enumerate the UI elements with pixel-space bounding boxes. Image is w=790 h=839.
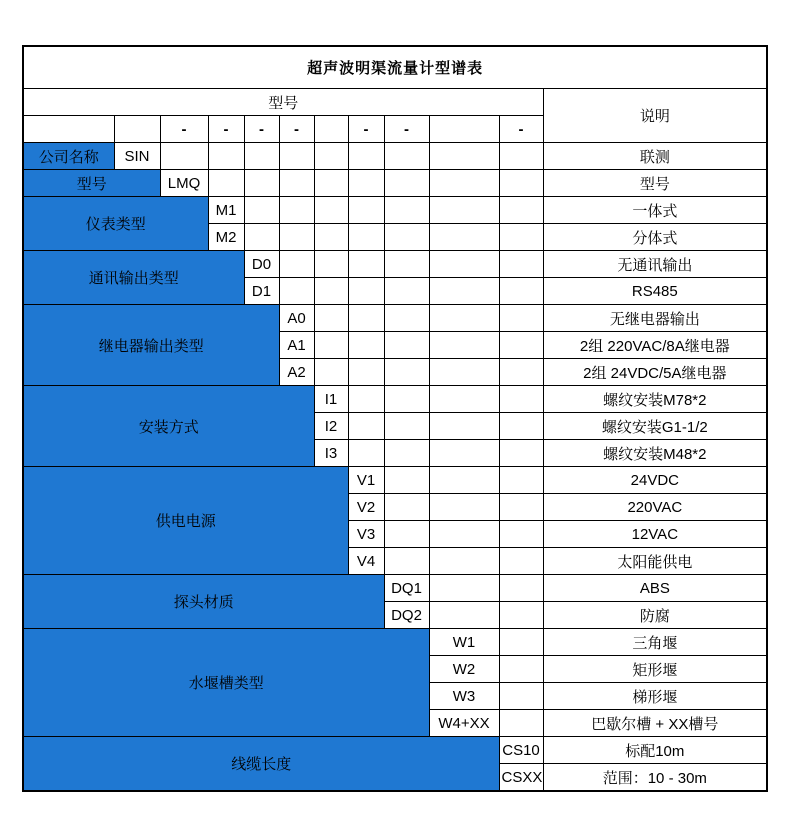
empty-cell xyxy=(348,278,384,305)
description-cell: ABS xyxy=(543,575,767,602)
code-cell: LMQ xyxy=(160,170,208,197)
code-cell: W4+XX xyxy=(429,710,499,737)
code-cell: V4 xyxy=(348,548,384,575)
code-cell: V1 xyxy=(348,467,384,494)
empty-cell xyxy=(429,521,499,548)
empty-cell xyxy=(348,143,384,170)
dash-cell: - xyxy=(208,116,244,143)
empty-cell xyxy=(384,548,429,575)
table-row xyxy=(23,737,767,764)
description-cell: 220VAC xyxy=(543,494,767,521)
table-row xyxy=(23,197,767,224)
empty-cell xyxy=(384,278,429,305)
empty-cell xyxy=(384,440,429,467)
code-cell: V3 xyxy=(348,521,384,548)
description-cell: 12VAC xyxy=(543,521,767,548)
page-title: 超声波明渠流量计型谱表 xyxy=(23,46,767,89)
empty-cell xyxy=(384,494,429,521)
empty-cell xyxy=(499,494,543,521)
table-row xyxy=(23,467,767,494)
description-cell: 标配10m xyxy=(543,737,767,764)
code-cell: I3 xyxy=(314,440,348,467)
section-label-cell: 供电电源 xyxy=(23,467,348,575)
empty-cell xyxy=(348,413,384,440)
empty-cell xyxy=(348,251,384,278)
table-row xyxy=(23,143,767,170)
code-cell: CS10 xyxy=(499,737,543,764)
dash-cell xyxy=(114,116,160,143)
empty-cell xyxy=(348,197,384,224)
empty-cell xyxy=(314,332,348,359)
empty-cell xyxy=(314,251,348,278)
table-row xyxy=(23,89,767,116)
description-cell: RS485 xyxy=(543,278,767,305)
empty-cell xyxy=(384,143,429,170)
empty-cell xyxy=(314,278,348,305)
empty-cell xyxy=(499,521,543,548)
empty-cell xyxy=(499,386,543,413)
code-cell: A2 xyxy=(279,359,314,386)
dash-cell: - xyxy=(348,116,384,143)
empty-cell xyxy=(429,170,499,197)
dash-cell: - xyxy=(279,116,314,143)
section-label-cell: 继电器输出类型 xyxy=(23,305,279,386)
empty-cell xyxy=(348,224,384,251)
empty-cell xyxy=(429,197,499,224)
description-cell: 无通讯输出 xyxy=(543,251,767,278)
empty-cell xyxy=(429,332,499,359)
description-cell: 防腐 xyxy=(543,602,767,629)
dash-cell xyxy=(314,116,348,143)
empty-cell xyxy=(499,683,543,710)
code-cell: I2 xyxy=(314,413,348,440)
empty-cell xyxy=(314,359,348,386)
empty-cell xyxy=(384,467,429,494)
empty-cell xyxy=(314,224,348,251)
dash-cell xyxy=(429,116,499,143)
empty-cell xyxy=(429,305,499,332)
empty-cell xyxy=(499,413,543,440)
empty-cell xyxy=(499,467,543,494)
empty-cell xyxy=(429,548,499,575)
code-cell: D0 xyxy=(244,251,279,278)
empty-cell xyxy=(499,278,543,305)
empty-cell xyxy=(384,332,429,359)
empty-cell xyxy=(429,359,499,386)
empty-cell xyxy=(429,413,499,440)
empty-cell xyxy=(348,440,384,467)
code-cell: DQ2 xyxy=(384,602,429,629)
empty-cell xyxy=(499,629,543,656)
dash-cell xyxy=(23,116,114,143)
description-cell: 无继电器输出 xyxy=(543,305,767,332)
empty-cell xyxy=(499,656,543,683)
table-row xyxy=(23,46,767,89)
description-cell: 24VDC xyxy=(543,467,767,494)
description-cell: 范围：10 - 30m xyxy=(543,764,767,792)
code-cell: I1 xyxy=(314,386,348,413)
empty-cell xyxy=(244,197,279,224)
empty-cell xyxy=(348,359,384,386)
empty-cell xyxy=(244,224,279,251)
empty-cell xyxy=(348,386,384,413)
empty-cell xyxy=(384,251,429,278)
description-cell: 螺纹安装M78*2 xyxy=(543,386,767,413)
empty-cell xyxy=(348,170,384,197)
empty-cell xyxy=(429,278,499,305)
description-header-cell: 说明 xyxy=(543,89,767,143)
empty-cell xyxy=(384,170,429,197)
empty-cell xyxy=(384,521,429,548)
empty-cell xyxy=(499,224,543,251)
section-label-cell: 线缆长度 xyxy=(23,737,499,792)
empty-cell xyxy=(429,251,499,278)
empty-cell xyxy=(499,332,543,359)
empty-cell xyxy=(499,305,543,332)
description-cell: 巴歇尔槽 + XX槽号 xyxy=(543,710,767,737)
code-cell: D1 xyxy=(244,278,279,305)
section-label-cell: 型号 xyxy=(23,170,160,197)
table-row xyxy=(23,575,767,602)
code-cell: CSXX xyxy=(499,764,543,792)
dash-cell: - xyxy=(384,116,429,143)
description-cell: 螺纹安装G1-1/2 xyxy=(543,413,767,440)
empty-cell xyxy=(429,224,499,251)
empty-cell xyxy=(384,386,429,413)
empty-cell xyxy=(279,278,314,305)
dash-cell: - xyxy=(244,116,279,143)
empty-cell xyxy=(384,197,429,224)
section-label-cell: 安装方式 xyxy=(23,386,314,467)
description-cell: 梯形堰 xyxy=(543,683,767,710)
code-cell: W3 xyxy=(429,683,499,710)
model-header-cell: 型号 xyxy=(23,89,543,116)
empty-cell xyxy=(429,575,499,602)
empty-cell xyxy=(279,224,314,251)
description-cell: 2组 24VDC/5A继电器 xyxy=(543,359,767,386)
empty-cell xyxy=(384,305,429,332)
empty-cell xyxy=(429,440,499,467)
section-label-cell: 仪表类型 xyxy=(23,197,208,251)
empty-cell xyxy=(244,143,279,170)
empty-cell xyxy=(429,386,499,413)
code-cell: M2 xyxy=(208,224,244,251)
section-label-cell: 水堰槽类型 xyxy=(23,629,429,737)
empty-cell xyxy=(499,359,543,386)
code-cell: M1 xyxy=(208,197,244,224)
empty-cell xyxy=(314,305,348,332)
empty-cell xyxy=(429,467,499,494)
table-row xyxy=(23,170,767,197)
empty-cell xyxy=(208,143,244,170)
empty-cell xyxy=(384,413,429,440)
dash-cell: - xyxy=(499,116,543,143)
empty-cell xyxy=(499,548,543,575)
empty-cell xyxy=(499,440,543,467)
empty-cell xyxy=(429,494,499,521)
description-cell: 矩形堰 xyxy=(543,656,767,683)
empty-cell xyxy=(279,197,314,224)
empty-cell xyxy=(429,143,499,170)
table-row xyxy=(23,386,767,413)
empty-cell xyxy=(279,251,314,278)
code-cell: SIN xyxy=(114,143,160,170)
description-cell: 2组 220VAC/8A继电器 xyxy=(543,332,767,359)
section-label-cell: 公司名称 xyxy=(23,143,114,170)
description-cell: 一体式 xyxy=(543,197,767,224)
table-row xyxy=(23,251,767,278)
code-cell: DQ1 xyxy=(384,575,429,602)
table-row xyxy=(23,629,767,656)
empty-cell xyxy=(244,170,279,197)
code-cell: A0 xyxy=(279,305,314,332)
empty-cell xyxy=(279,170,314,197)
empty-cell xyxy=(348,332,384,359)
code-cell: W1 xyxy=(429,629,499,656)
empty-cell xyxy=(384,359,429,386)
empty-cell xyxy=(384,224,429,251)
empty-cell xyxy=(499,710,543,737)
empty-cell xyxy=(499,602,543,629)
table-row xyxy=(23,305,767,332)
model-spec-table xyxy=(22,45,768,792)
empty-cell xyxy=(499,197,543,224)
empty-cell xyxy=(499,251,543,278)
empty-cell xyxy=(429,602,499,629)
code-cell: A1 xyxy=(279,332,314,359)
empty-cell xyxy=(499,143,543,170)
code-cell: V2 xyxy=(348,494,384,521)
empty-cell xyxy=(314,143,348,170)
empty-cell xyxy=(160,143,208,170)
empty-cell xyxy=(314,197,348,224)
description-cell: 型号 xyxy=(543,170,767,197)
empty-cell xyxy=(314,170,348,197)
description-cell: 螺纹安装M48*2 xyxy=(543,440,767,467)
section-label-cell: 探头材质 xyxy=(23,575,384,629)
description-cell: 分体式 xyxy=(543,224,767,251)
empty-cell xyxy=(279,143,314,170)
empty-cell xyxy=(348,305,384,332)
description-cell: 联测 xyxy=(543,143,767,170)
description-cell: 太阳能供电 xyxy=(543,548,767,575)
description-cell: 三角堰 xyxy=(543,629,767,656)
empty-cell xyxy=(499,575,543,602)
section-label-cell: 通讯输出类型 xyxy=(23,251,244,305)
empty-cell xyxy=(499,170,543,197)
dash-cell: - xyxy=(160,116,208,143)
empty-cell xyxy=(208,170,244,197)
code-cell: W2 xyxy=(429,656,499,683)
